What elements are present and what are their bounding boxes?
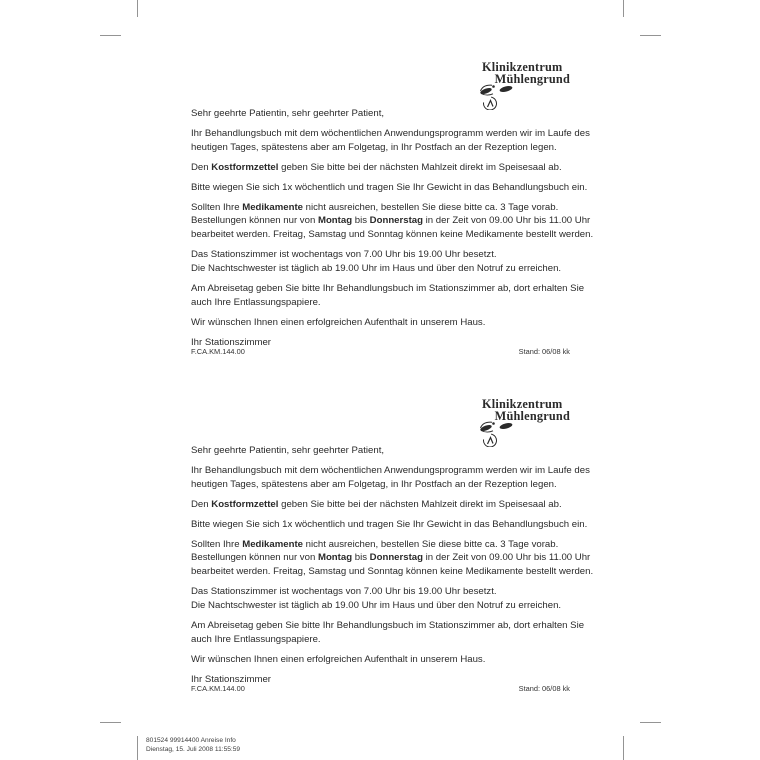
text-run: bis xyxy=(352,552,370,564)
text-line xyxy=(191,262,593,276)
text-run: in der Zeit von 09.00 Uhr bis 11.00 Uhr xyxy=(422,552,591,564)
text-line xyxy=(191,316,593,330)
letter-copy-1 xyxy=(191,60,594,362)
paragraph xyxy=(191,161,593,175)
clinic-logo xyxy=(482,399,570,422)
text-run: geben Sie bitte bei der nächsten Mahlzeit direkt im Speisesaal ab. xyxy=(278,161,562,173)
text-line xyxy=(191,444,593,458)
fold-mark-right-bottom xyxy=(640,722,661,723)
crop-mark-top-right-vertical xyxy=(623,0,624,17)
bold-term: Medikamente xyxy=(242,201,303,213)
fold-mark-right-top xyxy=(640,35,661,36)
text-run: auch Ihre Entlassungspapiere. xyxy=(191,296,321,308)
text-run: Ihr Stationszimmer xyxy=(191,673,271,685)
text-run: Das Stationszimmer ist wochentags von 7.00 Uhr bis 19.00 Uhr besetzt. xyxy=(191,586,497,598)
text-run: Sehr geehrte Patientin, sehr geehrter Patient, xyxy=(191,445,385,456)
text-line xyxy=(191,141,593,155)
revision-stamp: Stand: 06/08 kk xyxy=(518,684,570,693)
fold-mark-left-bottom xyxy=(100,722,121,723)
paragraph xyxy=(191,444,593,458)
paragraph xyxy=(191,653,593,667)
text-run: Sehr geehrte Patientin, sehr geehrter Patient, xyxy=(191,108,385,119)
fold-mark-left-top xyxy=(100,35,121,36)
paragraph xyxy=(191,282,593,309)
bold-term: Donnerstag xyxy=(369,552,423,564)
text-line xyxy=(191,248,593,262)
text-run: Am Abreisetag geben Sie bitte Ihr Behandlungsbuch im Stationszimmer ab, dort erhalten Sie xyxy=(191,282,585,294)
text-line xyxy=(191,498,593,512)
text-line xyxy=(191,565,593,579)
text-line xyxy=(191,228,593,242)
text-run: Sollten Ihre xyxy=(191,201,243,213)
letter-body xyxy=(191,107,593,356)
paragraph xyxy=(191,538,593,579)
text-run: Ihr Stationszimmer xyxy=(191,336,271,348)
paragraph xyxy=(191,201,593,242)
form-number: F.CA.KM.144.00 xyxy=(191,684,245,693)
text-line xyxy=(191,464,593,478)
text-line xyxy=(191,214,593,228)
text-line xyxy=(191,282,593,296)
crop-mark-bottom-right-vertical xyxy=(623,736,624,760)
print-timestamp: Dienstag, 15. Juli 2008 11:55:59 xyxy=(146,745,241,753)
bold-term: Montag xyxy=(317,215,353,227)
text-run: Den xyxy=(191,498,212,510)
text-run: Bestellungen können nur von xyxy=(191,552,318,564)
text-run: nicht ausreichen, bestellen Sie diese bitte ca. 3 Tage vorab. xyxy=(302,201,559,213)
text-line xyxy=(191,201,593,215)
paragraph xyxy=(191,518,593,532)
logo-name-line2: Mühlengrund xyxy=(494,408,570,423)
text-run: nicht ausreichen, bestellen Sie diese bitte ca. 3 Tage vorab. xyxy=(302,538,559,550)
text-line xyxy=(191,585,593,599)
text-run: Die Nachtschwester ist täglich ab 19.00 Uhr im Haus und über den Notruf zu erreichen. xyxy=(191,599,562,611)
text-line xyxy=(191,633,593,647)
form-number: F.CA.KM.144.00 xyxy=(191,347,245,356)
text-line xyxy=(191,161,593,175)
text-run: auch Ihre Entlassungspapiere. xyxy=(191,633,321,645)
letter-form-footer xyxy=(191,684,570,693)
crop-mark-top-left-vertical xyxy=(137,0,138,17)
text-line xyxy=(191,478,593,492)
text-line xyxy=(191,518,593,532)
text-line xyxy=(191,181,593,195)
text-run: Den xyxy=(191,161,212,173)
paragraph xyxy=(191,316,593,330)
letter-body xyxy=(191,444,593,693)
text-run: bis xyxy=(352,215,370,227)
paragraph xyxy=(191,585,593,612)
text-run: bearbeitet werden. Freitag, Samstag und Sonntag können keine Medikamente bestellt werden. xyxy=(191,229,594,241)
text-line xyxy=(191,296,593,310)
text-run: in der Zeit von 09.00 Uhr bis 11.00 Uhr xyxy=(422,215,591,227)
text-run: heutigen Tages, spätestens aber am Folgetag, in Ihr Postfach an der Rezeption legen. xyxy=(191,141,557,153)
paragraph xyxy=(191,107,593,121)
text-run: Das Stationszimmer ist wochentags von 7.00 Uhr bis 19.00 Uhr besetzt. xyxy=(191,249,497,261)
print-footer xyxy=(146,737,240,755)
text-run: Bitte wiegen Sie sich 1x wöchentlich und tragen Sie Ihr Gewicht in das Behandlungsbuch ein. xyxy=(191,518,588,530)
text-run: Ihr Behandlungsbuch mit dem wöchentlichen Anwendungsprogramm werden wir im Laufe des xyxy=(191,128,590,139)
text-line xyxy=(191,107,593,121)
text-run: Wir wünschen Ihnen einen erfolgreichen Aufenthalt in unserem Haus. xyxy=(191,316,486,328)
paragraph xyxy=(191,181,593,195)
text-run: geben Sie bitte bei der nächsten Mahlzeit direkt im Speisesaal ab. xyxy=(278,498,562,510)
paragraph xyxy=(191,498,593,512)
revision-stamp: Stand: 06/08 kk xyxy=(518,347,570,356)
text-run: Am Abreisetag geben Sie bitte Ihr Behandlungsbuch im Stationszimmer ab, dort erhalten Sie xyxy=(191,619,585,631)
text-line xyxy=(191,538,593,552)
text-line xyxy=(191,653,593,667)
bold-term: Montag xyxy=(317,552,353,564)
letter-form-footer xyxy=(191,347,570,356)
logo-name-line2: Mühlengrund xyxy=(494,71,570,86)
paragraph xyxy=(191,127,593,154)
bold-term: Kostformzettel xyxy=(211,161,279,173)
paragraph xyxy=(191,248,593,275)
bold-term: Kostformzettel xyxy=(211,498,279,510)
crop-mark-bottom-left-vertical xyxy=(137,736,138,760)
text-line xyxy=(191,599,593,613)
letter-copy-2 xyxy=(191,397,594,699)
text-line xyxy=(191,619,593,633)
clinic-logo xyxy=(482,62,570,85)
text-run: Ihr Behandlungsbuch mit dem wöchentlichen Anwendungsprogramm werden wir im Laufe des xyxy=(191,465,590,476)
bold-term: Medikamente xyxy=(242,538,303,550)
logo-name-line1: Klinikzentrum xyxy=(482,60,563,74)
text-run: Wir wünschen Ihnen einen erfolgreichen Aufenthalt in unserem Haus. xyxy=(191,653,486,665)
logo-name-line1: Klinikzentrum xyxy=(482,397,563,411)
text-line xyxy=(191,127,593,141)
windmill-swoosh-icon xyxy=(479,82,513,110)
text-run: Die Nachtschwester ist täglich ab 19.00 Uhr im Haus und über den Notruf zu erreichen. xyxy=(191,262,562,274)
bold-term: Donnerstag xyxy=(369,215,423,227)
print-job-id: 801524 99914400 Anreise Info xyxy=(146,737,236,744)
text-run: Sollten Ihre xyxy=(191,538,243,550)
paragraph xyxy=(191,464,593,491)
text-run: bearbeitet werden. Freitag, Samstag und Sonntag können keine Medikamente bestellt werden. xyxy=(191,566,594,578)
paragraph xyxy=(191,619,593,646)
windmill-swoosh-icon xyxy=(479,419,513,447)
text-line xyxy=(191,551,593,565)
text-run: heutigen Tages, spätestens aber am Folgetag, in Ihr Postfach an der Rezeption legen. xyxy=(191,478,557,490)
text-run: Bestellungen können nur von xyxy=(191,215,318,227)
text-run: Bitte wiegen Sie sich 1x wöchentlich und tragen Sie Ihr Gewicht in das Behandlungsbuch ein. xyxy=(191,181,588,193)
